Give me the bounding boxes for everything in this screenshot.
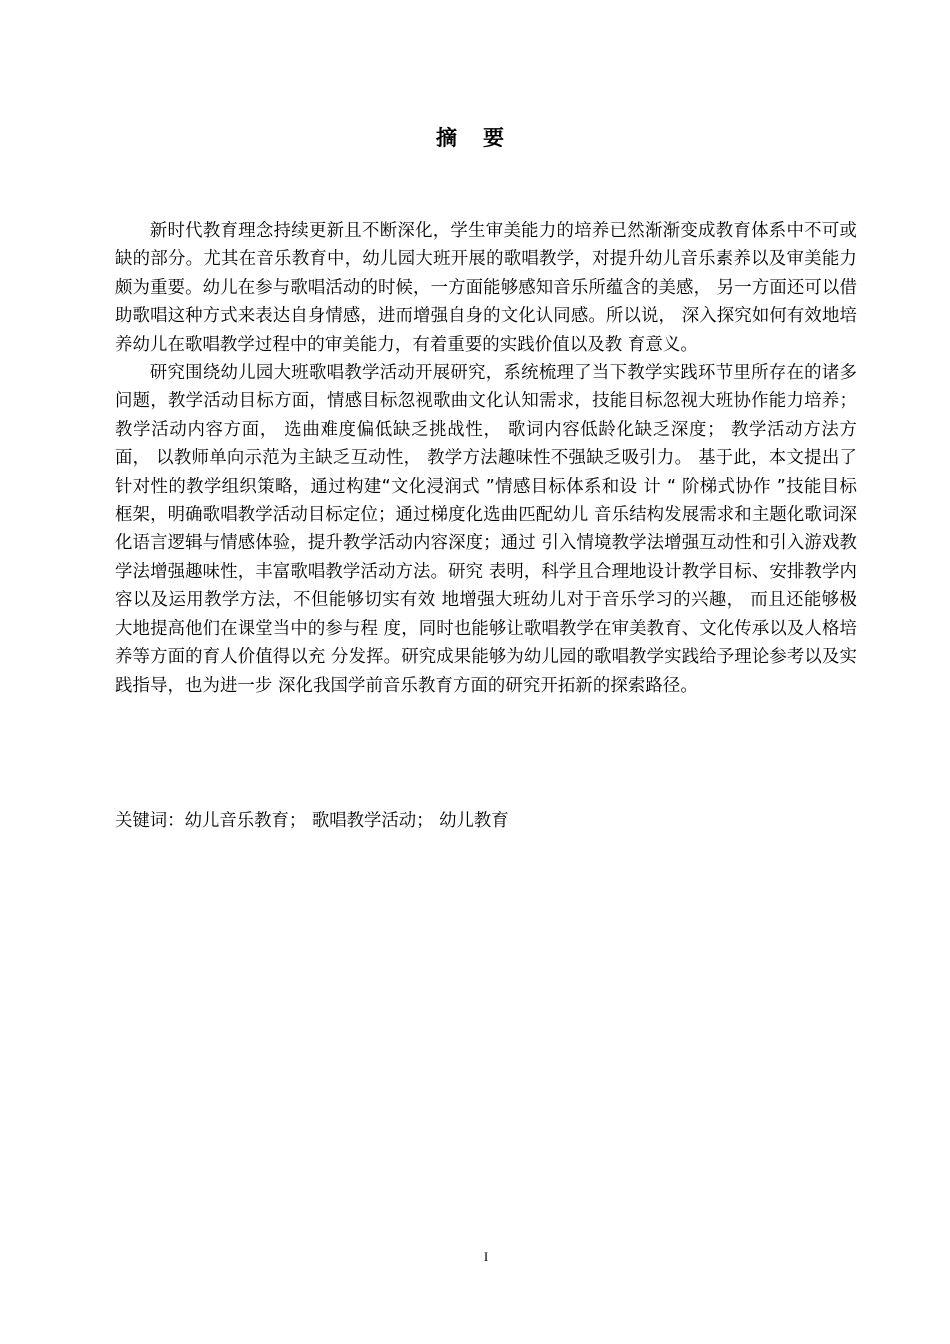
keywords-line — [115, 807, 857, 835]
abstract-paragraph-1: 新时代教育理念持续更新且不断深化，学生审美能力的培养已然渐渐变成教育体系中不可或缺的部分。尤其在音乐教育中，幼儿园大班开展的歌唱教学，对提升幼儿音乐素养以及审美能力颇为重要。幼儿在参与歌唱活动的时候，一方面能够感知音乐所蕴含的美感， 另一方面还可以借助歌唱这种方式来表达自身情感，进而增强自身的文化认同感。所以说， 深入探究如何有效地培养幼儿在歌唱教学过程中的审美能力，有着重要的实践价值以及教 育意义。 — [115, 221, 857, 355]
keywords-list: 幼儿音乐教育； 歌唱教学活动； 幼儿教育 — [184, 811, 509, 831]
abstract-heading: 摘要 — [436, 126, 530, 150]
page-number: I — [483, 1249, 489, 1264]
abstract-paragraph-2: 研究围绕幼儿园大班歌唱教学活动开展研究，系统梳理了当下教学实践环节里所存在的诸多问题，教学活动目标方面，情感目标忽视歌曲文化认知需求，技能目标忽视大班协作能力培养； 教学活动内容方面， 选曲难度偏低缺乏挑战性， 歌词内容低龄化缺乏深度； 教学活动方法方面， 以教师单向示范为主缺乏互动性， 教学方法趣味性不强缺乏吸引力。 基于此，本文提出了针对性的教学组织策略，通过构建“文化浸润式 ”情感目标体系和设 计 “ 阶梯式协作 ”技能目标框架，明确歌唱教学活动目标定位；通过梯度化选曲匹配幼儿 音乐结构发展需求和主题化歌词深化语言逻辑与情感体验，提升教学活动内容深度；通过 引入情境教学法增强互动性和引入游戏教学法增强趣味性，丰富歌唱教学活动方法。研究 表明，科学且合理地设计教学目标、安排教学内容以及运用教学方法，不但能够切实有效 地增强大班幼儿对于音乐学习的兴趣， 而且还能够极大地提高他们在课堂当中的参与程 度，同时也能够让歌唱教学在审美教育、文化传承以及人格培养等方面的育人价值得以充 分发挥。研究成果能够为幼儿园的歌唱教学实践给予理论参考以及实践指导，也为进一步 深化我国学前音乐教育方面的研究开拓新的探索路径。 — [115, 363, 857, 696]
abstract-body — [115, 217, 857, 700]
keywords-label: 关键词： — [115, 811, 185, 831]
